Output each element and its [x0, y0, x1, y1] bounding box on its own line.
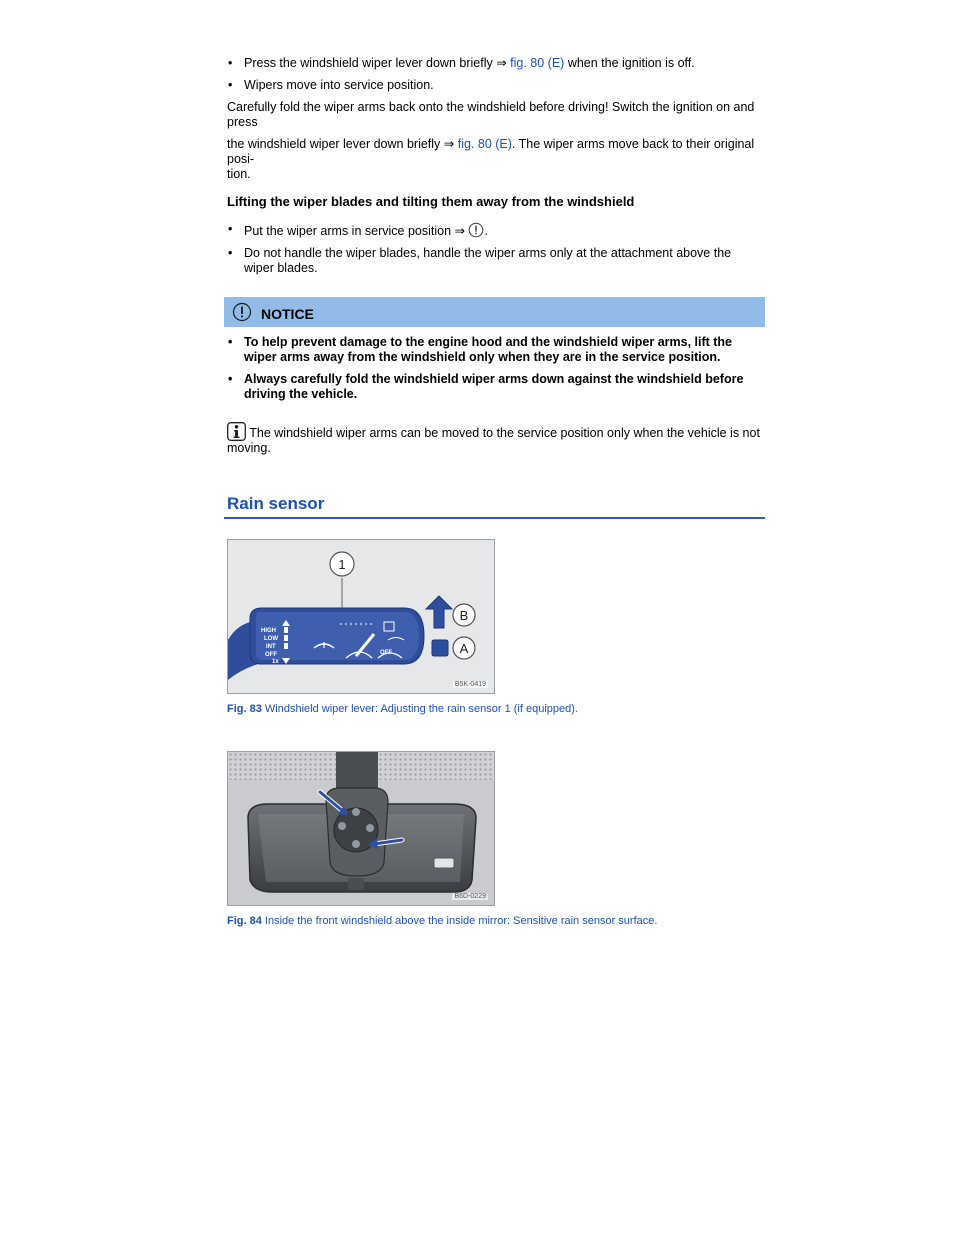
callout-A: A: [459, 641, 469, 656]
notice-bar: [224, 297, 765, 327]
section-title: Rain sensor: [227, 494, 325, 513]
list-item: [227, 56, 762, 71]
bullet-dot: •: [228, 56, 233, 70]
callout-1: 1: [338, 557, 346, 572]
paragraph: [227, 100, 762, 182]
paragraph-text: . The wiper arms move back to their original posi-: [227, 137, 755, 166]
paragraph-line: Carefully fold the wiper arms back onto the windshield before driving! Switch the ignition on and press: [227, 100, 755, 129]
info-person-icon: [227, 422, 246, 441]
figure-number: Fig. 84: [227, 915, 262, 927]
notice-text: To help prevent damage to the engine hood and the windshield wiper arms, lift the wiper arms away from the windshield only when they are in the service position.: [244, 335, 733, 364]
paragraph-line: [227, 137, 762, 167]
exclamation-circle-icon[interactable]: [468, 222, 484, 238]
lever-label: LOW: [264, 636, 278, 642]
lever-label: INT: [266, 644, 276, 650]
lever-label: OFF: [265, 652, 277, 658]
figure-83-image: [227, 539, 495, 694]
bullet-dot: •: [228, 372, 233, 386]
bullet-text: Put the wiper arms in service position ⇒: [244, 224, 465, 238]
subheading: Lifting the wiper blades and tilting them away from the windshield: [227, 194, 635, 209]
figure-84-image: [227, 751, 495, 906]
bullet-text: Do not handle the wiper blades, handle the wiper arms only at the attachment above the wiper blades.: [244, 246, 732, 275]
info-note: [227, 422, 762, 456]
figure-83-caption: [227, 703, 762, 716]
notice-label: NOTICE: [261, 306, 314, 322]
bullet-text: Press the windshield wiper lever down briefly ⇒: [244, 56, 507, 70]
list-item: [227, 222, 762, 239]
figure-code: B6D-0229: [454, 893, 486, 900]
bullet-suffix: .: [484, 224, 488, 238]
list-item: [227, 78, 762, 93]
lever-label: HIGH: [261, 628, 276, 634]
page-content: [227, 56, 762, 928]
notice-item: [227, 372, 762, 402]
notice-item: [227, 335, 762, 365]
paragraph-text: the windshield wiper lever down briefly ⇒: [227, 137, 455, 151]
notice-text: Always carefully fold the windshield wiper arms down against the windshield before driving the vehicle.: [244, 372, 744, 401]
fig-80-link[interactable]: fig. 80 (E): [457, 137, 512, 151]
figure-code: B5K-0419: [454, 681, 486, 688]
lever-label: OFF: [380, 650, 392, 656]
list-item: [227, 246, 762, 276]
section-divider: [224, 517, 765, 519]
bullet-text-after: when the ignition is off.: [564, 56, 695, 70]
bullet-text: Wipers move into service position.: [244, 78, 434, 92]
bullet-dot: •: [228, 335, 233, 349]
lever-label: 1x: [272, 659, 279, 665]
info-text: The windshield wiper arms can be moved to the service position only when the vehicle is not moving.: [227, 426, 760, 455]
exclamation-circle-icon: [232, 302, 252, 322]
paragraph-line: tion.: [227, 167, 251, 181]
bullet-dot: •: [228, 78, 233, 92]
bullet-dot: •: [228, 246, 233, 260]
figure-84-caption: [227, 915, 762, 928]
figure-number: Fig. 83: [227, 703, 262, 715]
callout-B: B: [459, 608, 469, 623]
bullet-dot: •: [228, 222, 233, 236]
figure-caption-text: Windshield wiper lever: Adjusting the rain sensor 1 (if equipped).: [261, 703, 578, 715]
fig-80-link[interactable]: fig. 80 (E): [510, 56, 565, 70]
figure-caption-text: Inside the front windshield above the inside mirror: Sensitive rain sensor surface.: [261, 915, 658, 927]
